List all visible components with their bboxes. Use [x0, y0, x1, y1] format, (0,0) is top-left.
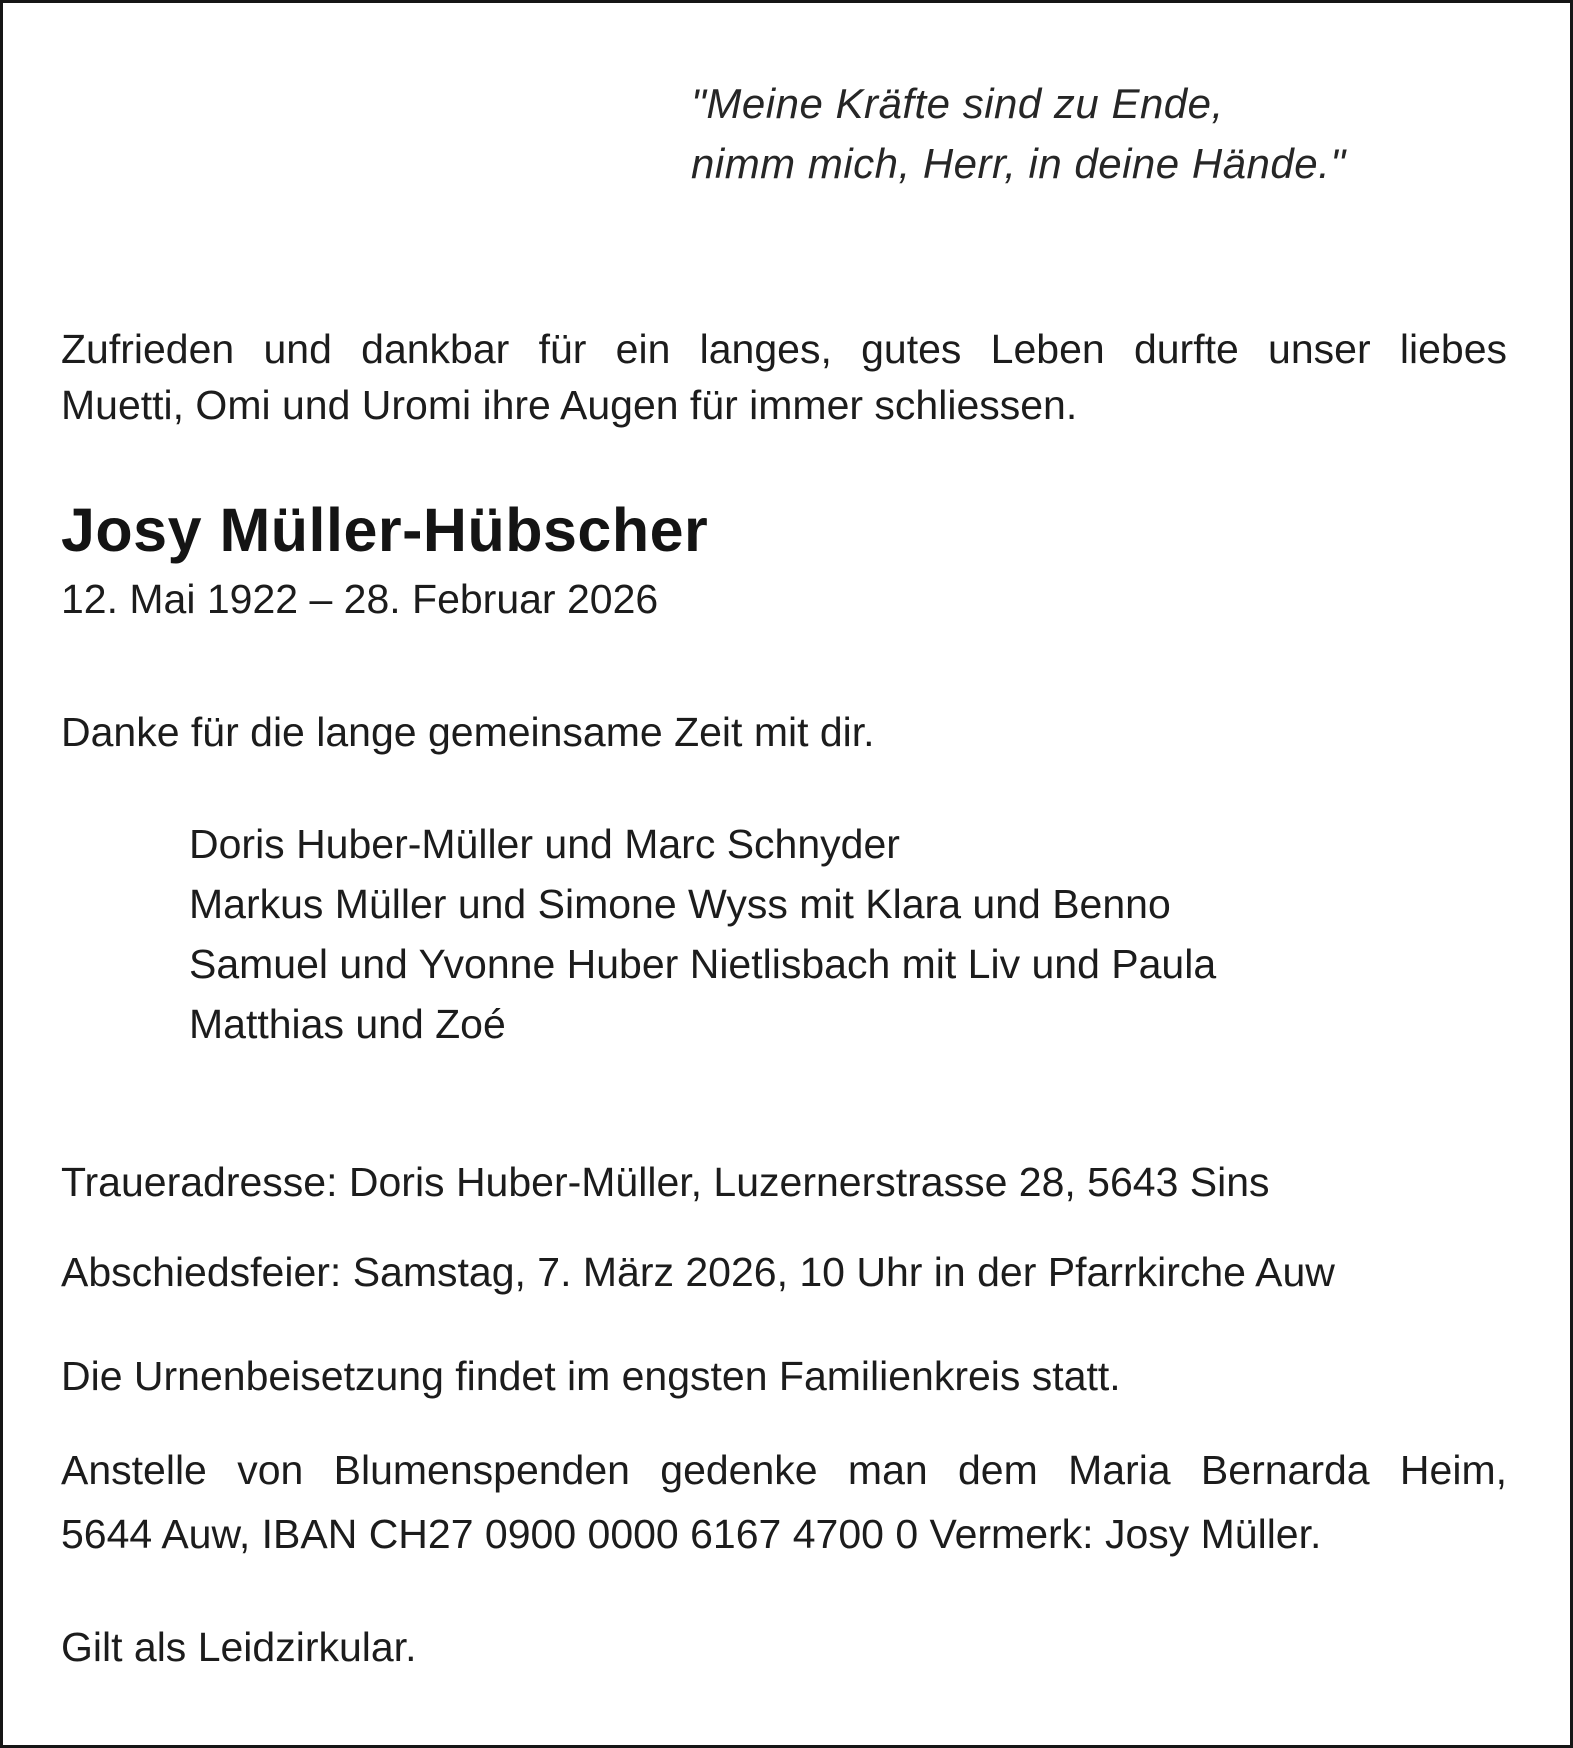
opening-quote [691, 74, 1346, 194]
intro-line-1: Zufrieden und dankbar für ein langes, gutes Leben durfte unser liebes [61, 326, 1507, 372]
life-dates: 12. Mai 1922 – 28. Februar 2026 [61, 576, 659, 622]
leidzirkular-note: Gilt als Leidzirkular. [61, 1624, 417, 1670]
mourning-address: Traueradresse: Doris Huber-Müller, Luzernerstrasse 28, 5643 Sins [61, 1159, 1270, 1205]
thanks-line: Danke für die lange gemeinsame Zeit mit dir. [61, 709, 875, 755]
quote-line-1: "Meine Kräfte sind zu Ende, [691, 80, 1224, 127]
family-list [189, 814, 1216, 1054]
family-member-line: Matthias und Zoé [189, 1001, 506, 1047]
family-member-line: Markus Müller und Simone Wyss mit Klara und Benno [189, 881, 1171, 927]
intro-paragraph [61, 321, 1507, 433]
urn-burial-note: Die Urnenbeisetzung findet im engsten Familienkreis statt. [61, 1353, 1121, 1399]
quote-line-2: nimm mich, Herr, in deine Hände." [691, 140, 1346, 187]
donations-paragraph [61, 1438, 1507, 1566]
donations-line-2: 5644 Auw, IBAN CH27 0900 0000 6167 4700 0 Vermerk: Josy Müller. [61, 1511, 1322, 1557]
donations-line-1: Anstelle von Blumenspenden gedenke man dem Maria Bernarda Heim, [61, 1447, 1507, 1493]
family-member-line: Samuel und Yvonne Huber Nietlisbach mit Liv und Paula [189, 941, 1217, 987]
deceased-name: Josy Müller-Hübscher [61, 496, 709, 564]
intro-line-2: Muetti, Omi und Uromi ihre Augen für immer schliessen. [61, 382, 1078, 428]
family-member-line: Doris Huber-Müller und Marc Schnyder [189, 821, 900, 867]
farewell-service: Abschiedsfeier: Samstag, 7. März 2026, 10 Uhr in der Pfarrkirche Auw [61, 1249, 1335, 1295]
